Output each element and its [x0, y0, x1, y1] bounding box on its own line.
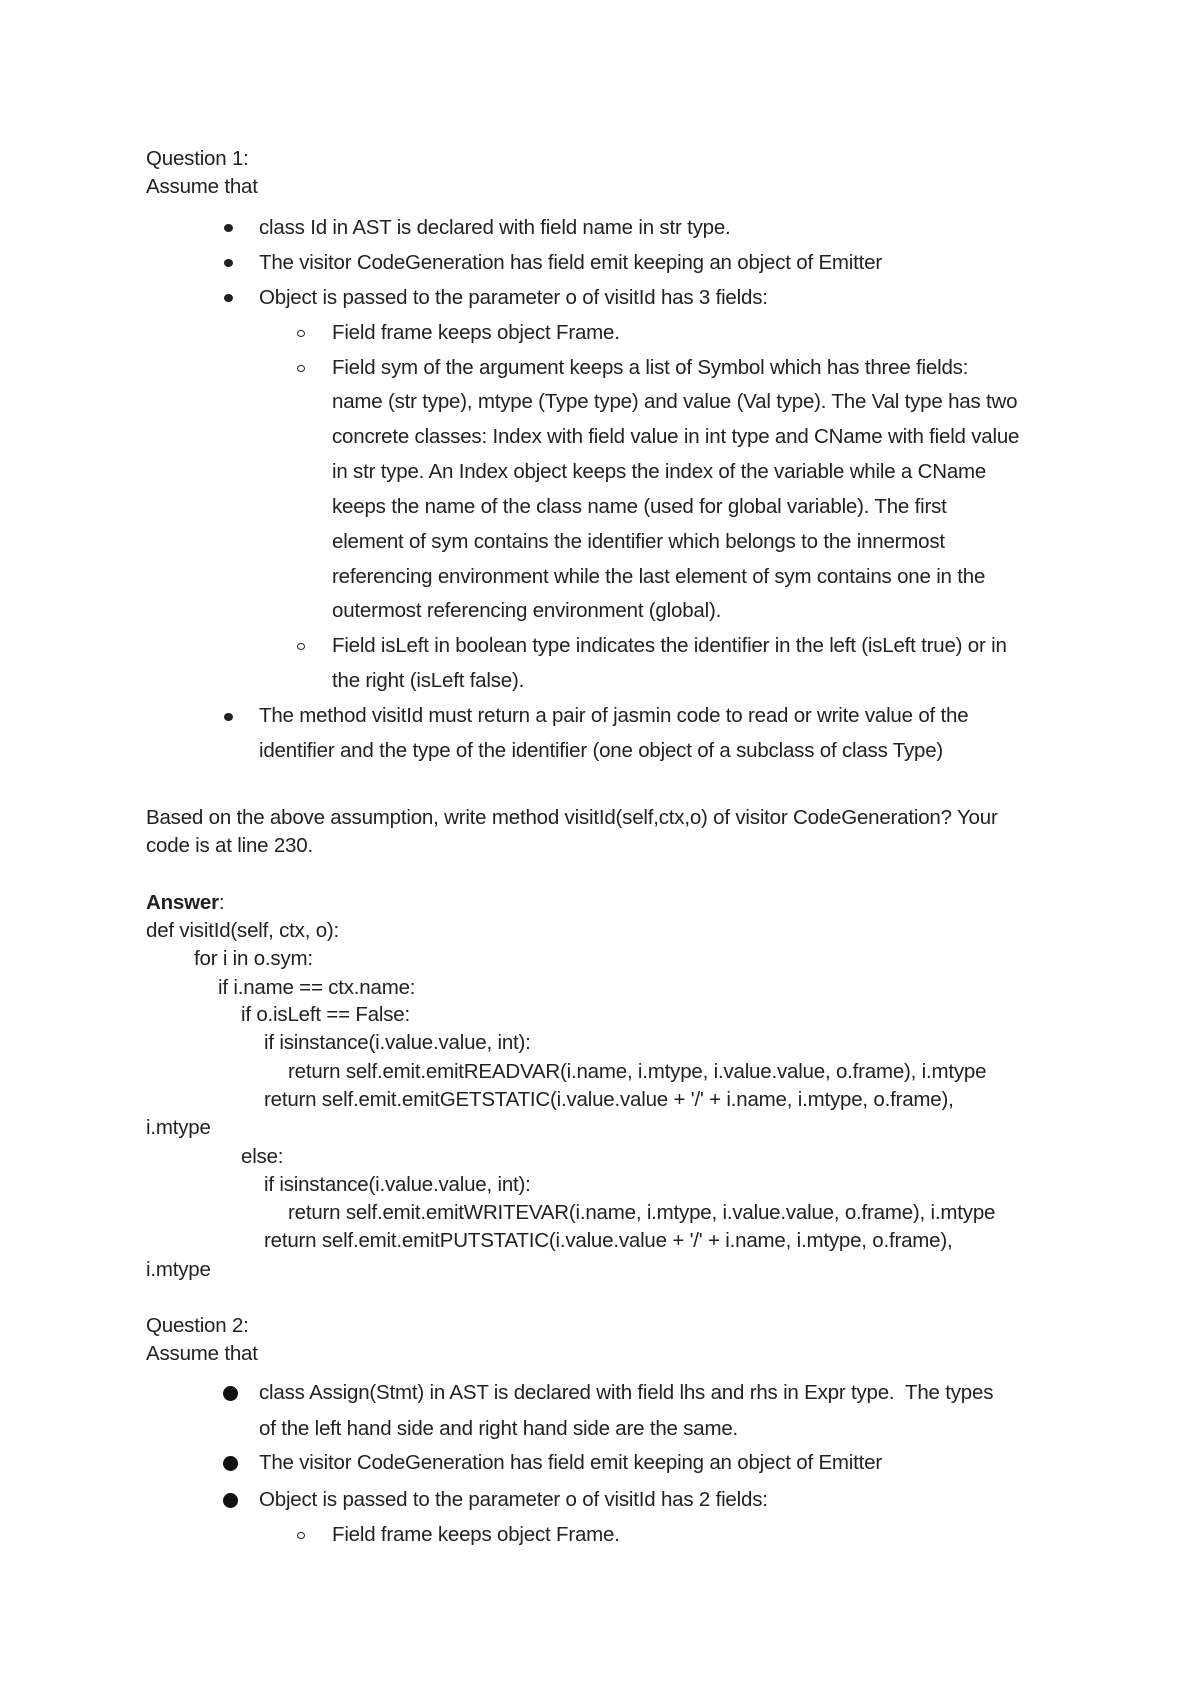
answer-label: Answer	[146, 891, 219, 914]
bullet-dot-icon	[223, 1386, 238, 1401]
answer-colon: :	[218, 891, 225, 914]
q1-sub-bullet-3-line-1: Field isLeft in boolean type indicates the identifier in the left (isLeft true) or in	[332, 634, 1007, 657]
code-line-10: if isinstance(i.value.value, int):	[264, 1173, 531, 1196]
bullet-dot-icon	[224, 294, 233, 302]
bullet-circle-icon	[297, 365, 305, 372]
q1-sub-bullet-2-line-4: in str type. An Index object keeps the index of the variable while a CName	[332, 460, 987, 483]
q2-bullet-3: Object is passed to the parameter o of visitId has 2 fields:	[259, 1488, 768, 1511]
bullet-dot-icon	[224, 224, 233, 232]
code-line-11: return self.emit.emitWRITEVAR(i.name, i.mtype, i.value.value, o.frame), i.mtype	[288, 1201, 996, 1224]
answer-heading	[146, 889, 224, 916]
q1-sub-bullet-2-line-2: name (str type), mtype (Type type) and value (Val type). The Val type has two	[332, 390, 1018, 413]
code-line-3: if i.name == ctx.name:	[218, 976, 416, 999]
q1-sub-bullet-2-line-3: concrete classes: Index with field value in int type and CName with field value	[332, 425, 1020, 448]
q1-bullet-4-line-1: The method visitId must return a pair of jasmin code to read or write value of the	[259, 704, 969, 727]
code-line-4: if o.isLeft == False:	[241, 1003, 410, 1026]
q1-sub-bullet-3-line-2: the right (isLeft false).	[332, 669, 525, 692]
bullet-dot-icon	[223, 1456, 238, 1471]
code-line-8: i.mtype	[146, 1116, 211, 1139]
q1-bullet-3: Object is passed to the parameter o of visitId has 3 fields:	[259, 286, 768, 309]
question-2-assume: Assume that	[146, 1342, 258, 1365]
code-line-6: return self.emit.emitREADVAR(i.name, i.mtype, i.value.value, o.frame), i.mtype	[288, 1060, 987, 1083]
code-line-2: for i in o.sym:	[194, 947, 313, 970]
bullet-circle-icon	[297, 330, 305, 337]
question-1-assume: Assume that	[146, 175, 258, 198]
bullet-dot-icon	[224, 259, 233, 267]
q1-sub-bullet-2-line-6: element of sym contains the identifier which belongs to the innermost	[332, 530, 945, 553]
bullet-dot-icon	[224, 713, 233, 721]
q1-sub-bullet-2-line-7: referencing environment while the last element of sym contains one in the	[332, 565, 986, 588]
code-line-9: else:	[241, 1145, 284, 1168]
q2-bullet-2: The visitor CodeGeneration has field emit keeping an object of Emitter	[259, 1451, 882, 1474]
code-line-7: return self.emit.emitGETSTATIC(i.value.value + '/' + i.name, i.mtype, o.frame),	[264, 1088, 954, 1111]
code-line-13: i.mtype	[146, 1258, 211, 1281]
bullet-dot-icon	[223, 1493, 238, 1508]
question-2-title: Question 2:	[146, 1314, 249, 1337]
q2-sub-bullet-1: Field frame keeps object Frame.	[332, 1523, 620, 1546]
question-1-title: Question 1:	[146, 147, 249, 170]
q2-bullet-1-line-2: of the left hand side and right hand side are the same.	[259, 1417, 739, 1440]
bullet-circle-icon	[297, 643, 305, 650]
bullet-circle-icon	[297, 1532, 305, 1539]
q2-bullet-1-line-1: class Assign(Stmt) in AST is declared with field lhs and rhs in Expr type. The types	[259, 1381, 994, 1404]
q1-prompt-line-1: Based on the above assumption, write method visitId(self,ctx,o) of visitor CodeGeneration? Your	[146, 806, 998, 829]
q1-sub-bullet-2-line-8: outermost referencing environment (global).	[332, 599, 722, 622]
code-line-1: def visitId(self, ctx, o):	[146, 919, 340, 942]
q1-bullet-4-line-2: identifier and the type of the identifier (one object of a subclass of class Type)	[259, 739, 944, 762]
code-line-5: if isinstance(i.value.value, int):	[264, 1031, 531, 1054]
q1-sub-bullet-2-line-1: Field sym of the argument keeps a list of Symbol which has three fields:	[332, 356, 969, 379]
q1-sub-bullet-1: Field frame keeps object Frame.	[332, 321, 620, 344]
q1-sub-bullet-2-line-5: keeps the name of the class name (used for global variable). The first	[332, 495, 947, 518]
q1-bullet-1: class Id in AST is declared with field name in str type.	[259, 216, 731, 239]
code-line-12: return self.emit.emitPUTSTATIC(i.value.value + '/' + i.name, i.mtype, o.frame),	[264, 1229, 953, 1252]
q1-prompt-line-2: code is at line 230.	[146, 834, 313, 857]
q1-bullet-2: The visitor CodeGeneration has field emit keeping an object of Emitter	[259, 251, 882, 274]
